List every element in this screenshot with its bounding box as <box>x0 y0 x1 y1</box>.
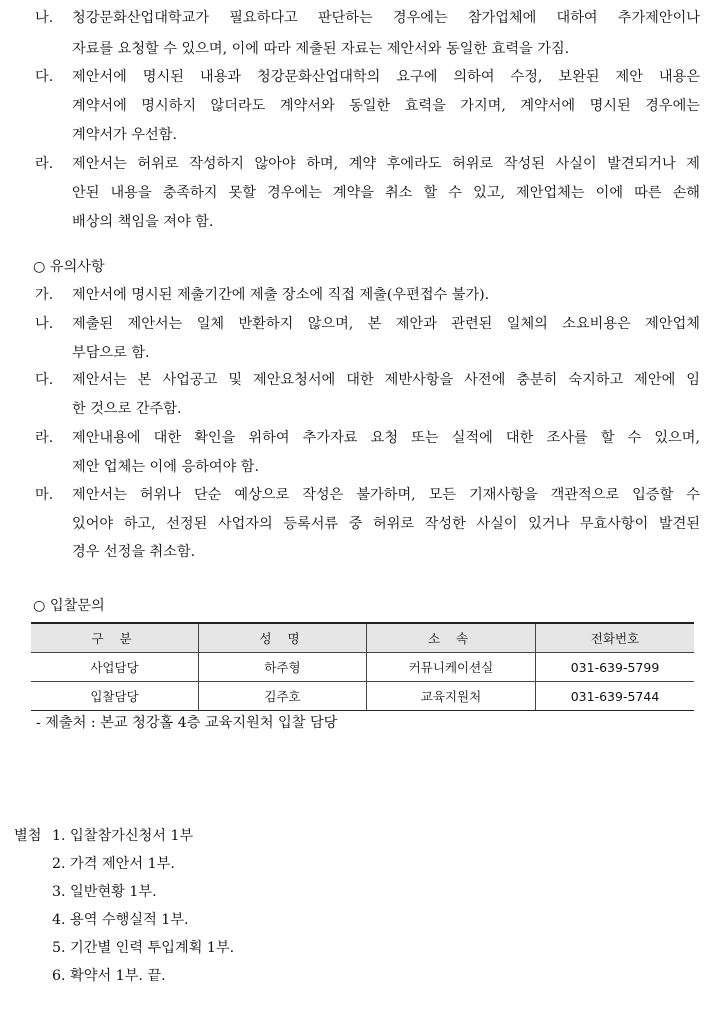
item-text-line: 안된 내용을 충족하지 못할 경우에는 계약을 취소 할 수 있고, 제안업체는 이에 따른 손해 <box>72 185 700 201</box>
header-department: 소 속 <box>367 623 536 653</box>
note-text-line: 있어야 하고, 선정된 사업자의 등록서류 중 허위로 작성한 사실이 있거나 무효사항이 발견된 <box>72 516 700 532</box>
item-marker-ra: 라. <box>35 156 54 172</box>
note-text-line: 한 것으로 간주함. <box>72 401 182 417</box>
attachment-item: 2. 가격 제안서 1부. <box>52 856 175 872</box>
item-text-line: 제안서에 명시된 내용과 청강문화산업대학의 요구에 의하여 수정, 보완된 제안 내용은 <box>72 69 700 85</box>
cell-category: 사업담당 <box>31 653 199 682</box>
attachment-item: 5. 기간별 인력 투입계획 1부. <box>52 940 235 956</box>
contact-table <box>31 622 694 711</box>
attachment-item: 1. 입찰참가신청서 1부 <box>52 828 194 844</box>
item-marker-da: 다. <box>35 69 54 85</box>
header-category: 구 분 <box>31 623 199 653</box>
note-text-line: 제안내용에 대한 확인을 위하여 추가자료 요청 또는 실적에 대한 조사를 할 수 있으며, <box>72 430 700 446</box>
header-phone: 전화번호 <box>536 623 695 653</box>
note-text-line: 제안 업체는 이에 응하여야 함. <box>72 459 260 475</box>
table-row <box>31 682 694 711</box>
cell-name: 김주호 <box>199 682 367 711</box>
note-marker-ma: 마. <box>35 487 54 503</box>
cell-category: 입찰담당 <box>31 682 199 711</box>
attachment-item: 3. 일반현황 1부. <box>52 884 157 900</box>
item-text-line: 청강문화산업대학교가 필요하다고 판단하는 경우에는 참가업체에 대하여 추가제안이나 <box>72 10 700 26</box>
item-text-line: 계약서에 명시하지 않더라도 계약서와 동일한 효력을 가지며, 계약서에 명시된 경우에는 <box>72 98 700 114</box>
item-marker-na: 나. <box>35 10 54 26</box>
item-text-line: 계약서가 우선함. <box>72 127 177 143</box>
note-text-line: 제안서는 허위나 단순 예상으로 작성은 불가하며, 모든 기재사항을 객관적으로 입증할 수 <box>72 487 700 503</box>
note-marker-ra: 라. <box>35 430 54 446</box>
item-text-line: 자료를 요청할 수 있으며, 이에 따라 제출된 자료는 제안서와 동일한 효력을 가짐. <box>72 41 570 57</box>
cell-phone: 031-639-5799 <box>536 653 695 682</box>
item-text-line: 제안서는 허위로 작성하지 않아야 하며, 계약 후에라도 허위로 작성된 사실이 발견되거나 제 <box>72 156 700 172</box>
table-row <box>31 653 694 682</box>
notes-section-title: ○ 유의사항 <box>33 259 105 275</box>
note-marker-da: 다. <box>35 372 54 388</box>
note-text-line: 부담으로 함. <box>72 345 150 361</box>
inquiry-section-title: ○ 입찰문의 <box>33 598 105 614</box>
cell-department: 교육지원처 <box>367 682 536 711</box>
cell-name: 하주형 <box>199 653 367 682</box>
attachments-label: 별첨 <box>14 828 42 844</box>
note-marker-ga: 가. <box>35 287 54 303</box>
header-name: 성 명 <box>199 623 367 653</box>
note-text-line: 경우 선정을 취소함. <box>72 544 196 560</box>
submission-location-note: - 제출처 : 본교 청강홀 4층 교육지원처 입찰 담당 <box>36 715 338 731</box>
note-marker-na: 나. <box>35 316 54 332</box>
item-text-line: 배상의 책임을 져야 함. <box>72 214 214 230</box>
note-text-line: 제출된 제안서는 일체 반환하지 않으며, 본 제안과 관련된 일체의 소요비용은 제안업체 <box>72 316 700 332</box>
note-text-line: 제안서는 본 사업공고 및 제안요청서에 대한 제반사항을 사전에 충분히 숙지하고 제안에 임 <box>72 372 700 388</box>
attachment-item: 6. 확약서 1부. 끝. <box>52 968 166 984</box>
cell-department: 커뮤니케이션실 <box>367 653 536 682</box>
attachment-item: 4. 용역 수행실적 1부. <box>52 912 189 928</box>
cell-phone: 031-639-5744 <box>536 682 695 711</box>
table-header-row <box>31 623 694 653</box>
note-text-line: 제안서에 명시된 제출기간에 제출 장소에 직접 제출(우편접수 불가). <box>72 287 490 303</box>
